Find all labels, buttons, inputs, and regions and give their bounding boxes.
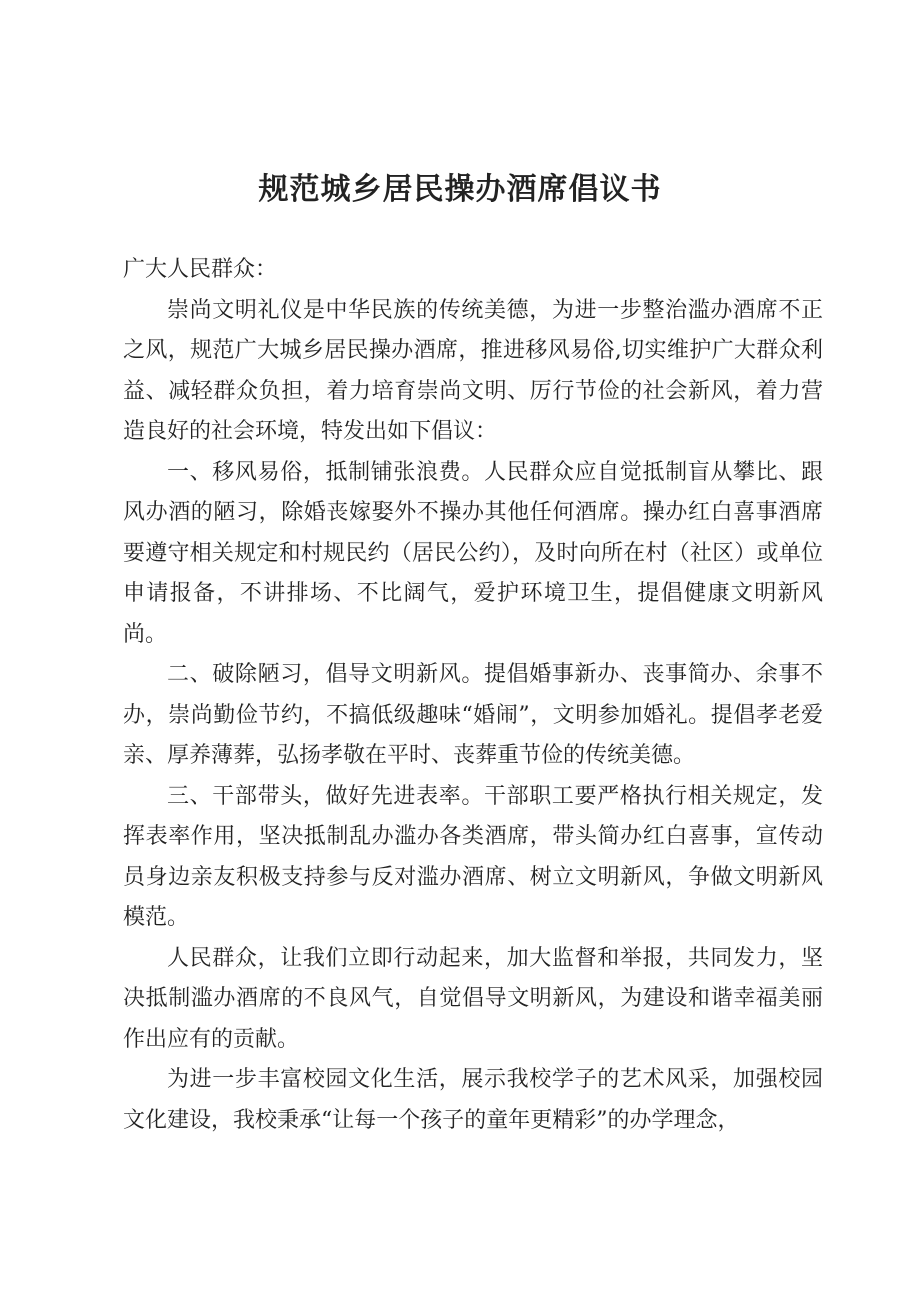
paragraph-intro: 崇尚文明礼仪是中华民族的传统美德，为进一步整治滥办酒席不正之风，规范广大城乡居民操办酒席，推进移风易俗,切实维护广大群众利益、减轻群众负担，着力培育崇尚文明、厉行节俭的社会新风，着力营造良好的社会环境，特发出如下倡议： [123,297,823,444]
paragraph-proposal-3: 三、干部带头，做好先进表率。干部职工要严格执行相关规定，发挥表率作用，坚决抵制乱办滥办各类酒席，带头简办红白喜事，宣传动员身边亲友积极支持参与反对滥办酒席、树立文明新风，争做文明新风模范。 [123,783,823,930]
salutation: 广大人民群众： [123,257,278,282]
paragraph-call-to-action: 人民群众，让我们立即行动起来，加大监督和举报，共同发力，坚决抵制滥办酒席的不良风气，自觉倡导文明新风，为建设和谐幸福美丽作出应有的贡献。 [123,945,823,1052]
document-body [123,250,823,1141]
paragraph-school-culture: 为进一步丰富校园文化生活，展示我校学子的艺术风采，加强校园文化建设，我校秉承“让每一个孩子的童年更精彩”的办学理念， [123,1067,823,1133]
paragraph-proposal-2: 二、破除陋习，倡导文明新风。提倡婚事新办、丧事简办、余事不办，崇尚勤俭节约，不搞低级趣味“婚闹”，文明参加婚礼。提倡孝老爱亲、厚养薄葬，弘扬孝敬在平时、丧葬重节俭的传统美德。 [123,662,823,768]
document-title: 规范城乡居民操办酒席倡议书 [258,172,662,207]
paragraph-proposal-1: 一、移风易俗，抵制铺张浪费。人民群众应自觉抵制盲从攀比、跟风办酒的陋习，除婚丧嫁娶外不操办其他任何酒席。操办红白喜事酒席要遵守相关规定和村规民约（居民公约），及时向所在村（社区）或单位申请报备，不讲排场、不比阔气，爱护环境卫生，提倡健康文明新风尚。 [123,459,823,647]
